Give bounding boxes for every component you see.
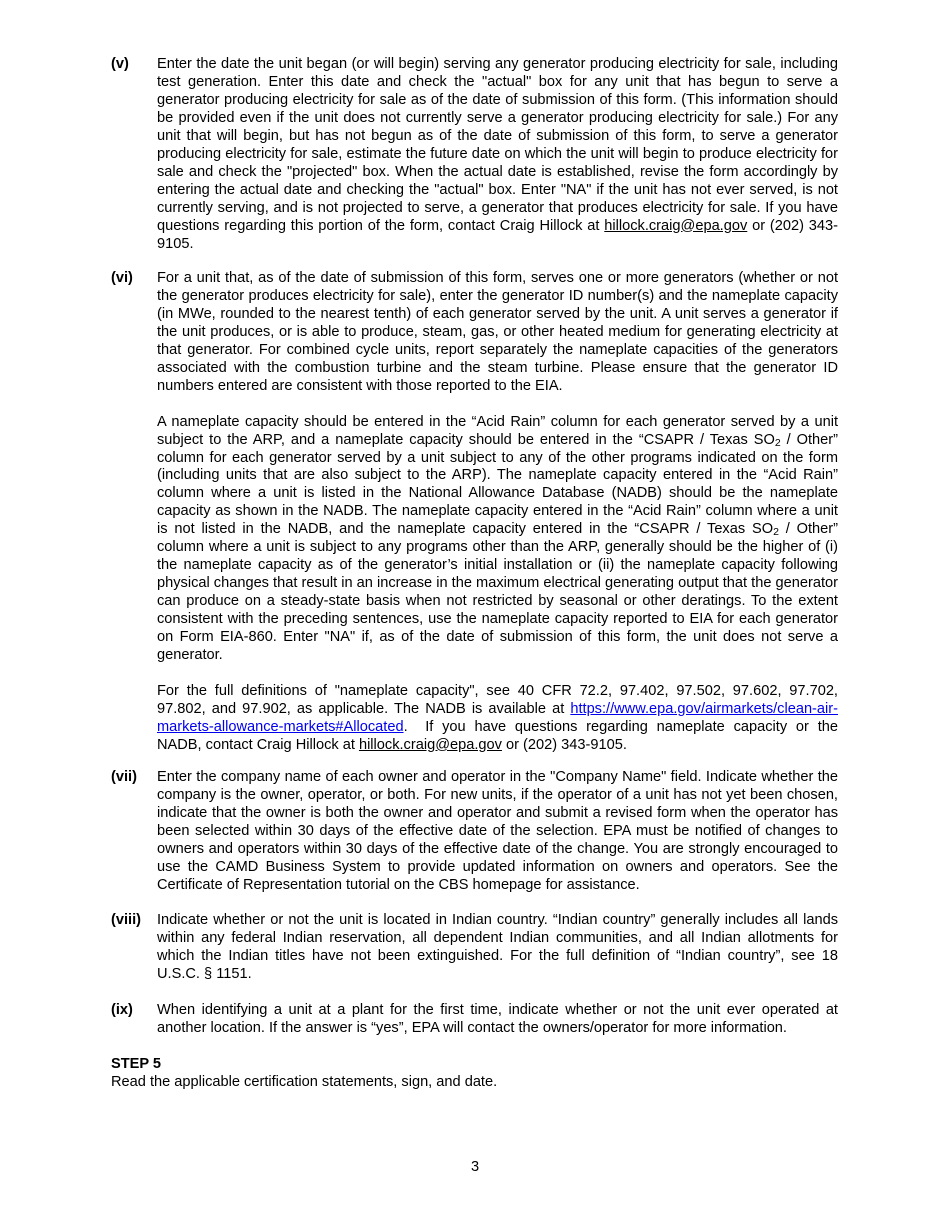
item-label: (vii): [111, 769, 137, 785]
item-paragraph: [157, 414, 838, 665]
paragraph-text: . If you have questions regarding nameplate capacity or the NADB, contact Craig Hillock at: [157, 718, 843, 753]
subscript: 2: [774, 436, 781, 449]
item-paragraph: Indicate whether or not the unit is located in Indian country. “Indian country” generally includes all lands within any federal Indian reservation, all dependent Indian communities, and all Indian allotments for which the Indian titles have not been extinguished. For the full definition of “Indian country”, see 18 U.S.C. § 1151.: [157, 912, 838, 982]
paragraph-text: or (202) 343-9105.: [501, 736, 627, 753]
step-heading: STEP 5: [111, 1056, 162, 1072]
item-paragraph: For a unit that, as of the date of submission of this form, serves one or more generators (whether or not the generator produces electricity for sale), enter the generator ID number(s) and the nameplate capacity (in MWe, rounded to the nearest tenth) of each generator served by the unit. A unit serves a generator if the unit produces, or is able to produce, steam, gas, or other heated medium for generating electricity at that generator. For combined cycle units, report separately the nameplate capacities of the generators associated with the combustion turbine and the steam turbine. Please ensure that the generator ID numbers entered are consistent with those reported to the EIA.: [157, 270, 838, 394]
step-section: [111, 1056, 838, 1092]
paragraph-text: / Other” column where a unit is subject to any programs other than the ARP, generally should be the higher of (i) the nameplate capacity as of the generator’s initial installation or (ii) the nameplate capacity following physical changes that result in an increase in the maximum electrical generating output that the generator can produce on a steady-state basis when not restricted by seasonal or other deratings. To the extent consistent with the preceding sentences, use the nameplate capacity reported to EIA for each generator on Form EIA-860. Enter "NA" if, as of the date of submission of this form, the unit does not serve a generator.: [157, 521, 838, 663]
paragraph-text: Enter the date the unit began (or will begin) serving any generator producing electricity for sale, including test generation. Enter this date and check the "actual" box for any unit that has begun to serve a generator producing electricity for sale as of the date of submission of this form. (This information should be provided even if the unit does not currently serve a generator producing electricity for sale.) For any unit that will begin, but has not begun as of the date of submission of this form, to serve a generator producing electricity for sale, estimate the future date on which the unit will begin to produce electricity for sale and check the "projected" box. When the actual date is established, revise the form accordingly by entering the actual date and checking the "actual" box. Enter "NA" if the unit has not ever served, is not currently serving, and is not projected to serve, a generator that produces electricity for sale. If you have questions regarding this portion of the form, contact Craig Hillock at: [157, 56, 838, 234]
item-body: [157, 1002, 838, 1038]
instruction-item-viii: [111, 912, 838, 984]
step-text: Read the applicable certification statements, sign, and date.: [111, 1073, 498, 1090]
item-body: [157, 270, 843, 755]
item-body: [157, 769, 838, 895]
item-body: [157, 912, 838, 984]
instruction-item-vii: [111, 769, 838, 895]
item-body: [157, 56, 838, 253]
item-label: (ix): [111, 1002, 133, 1018]
item-label: (v): [111, 56, 129, 72]
item-paragraph: [157, 56, 838, 253]
subscript: 2: [773, 526, 779, 539]
item-paragraph: Enter the company name of each owner and operator in the "Company Name" field. Indicate whether the company is the owner, operator, or both. For new units, if the operator of a unit has not yet been chosen, indicate that the owner is both the owner and operator and submit a revised form when the operator has been selected within 30 days of the effective date of the selection. EPA must be notified of changes to owners and operators within 30 days of the effective date of the change. You are strongly encouraged to use the CAMD Business System to provide updated information on owners and operators. See the Certificate of Representation tutorial on the CBS homepage for assistance.: [157, 769, 838, 893]
paragraph-text: A nameplate capacity should be entered in the “Acid Rain” column for each generator served by a unit subject to the ARP, and a nameplate capacity should be entered in the “CSAPR / Texas SO: [157, 413, 838, 448]
instruction-item-vi: [111, 270, 843, 755]
contact-email[interactable]: hillock.craig@epa.gov: [604, 217, 748, 234]
paragraph-text: / Other” column for each generator served by a unit subject to any of the other programs indicated on the form (including units that are also subject to the ARP). The nameplate capacity entered in the “Acid Rain” column where a unit is listed in the National Allowance Database (NADB) should be the nameplate capacity as shown in the NADB. The nameplate capacity entered in the “Acid Rain” column where a unit is not listed in the NADB, and the nameplate capacity entered in the “CSAPR / Texas SO: [157, 431, 838, 538]
item-paragraph: [157, 682, 843, 755]
item-label: (vi): [111, 270, 133, 286]
paragraph-text: or (202) 343-9105.: [157, 217, 838, 252]
instruction-item-v: [111, 56, 838, 253]
instruction-item-ix: [111, 1002, 838, 1038]
item-label: (viii): [111, 912, 141, 928]
paragraph-text: For the full definitions of "nameplate capacity", see 40 CFR 72.2, 97.402, 97.502, 97.602, 97.702, 97.802, and 97.902, as applicable. The NADB is available at: [157, 682, 838, 717]
nadb-link[interactable]: https://www.epa.gov/airmarkets/clean-air-markets-allowance-markets#Allocated: [157, 700, 838, 735]
item-paragraph: When identifying a unit at a plant for the first time, indicate whether or not the unit ever operated at another location. If the answer is “yes”, EPA will contact the owners/operator for more information.: [157, 1002, 838, 1036]
contact-email[interactable]: hillock.craig@epa.gov: [358, 736, 502, 753]
page-number: 3: [470, 1159, 480, 1175]
